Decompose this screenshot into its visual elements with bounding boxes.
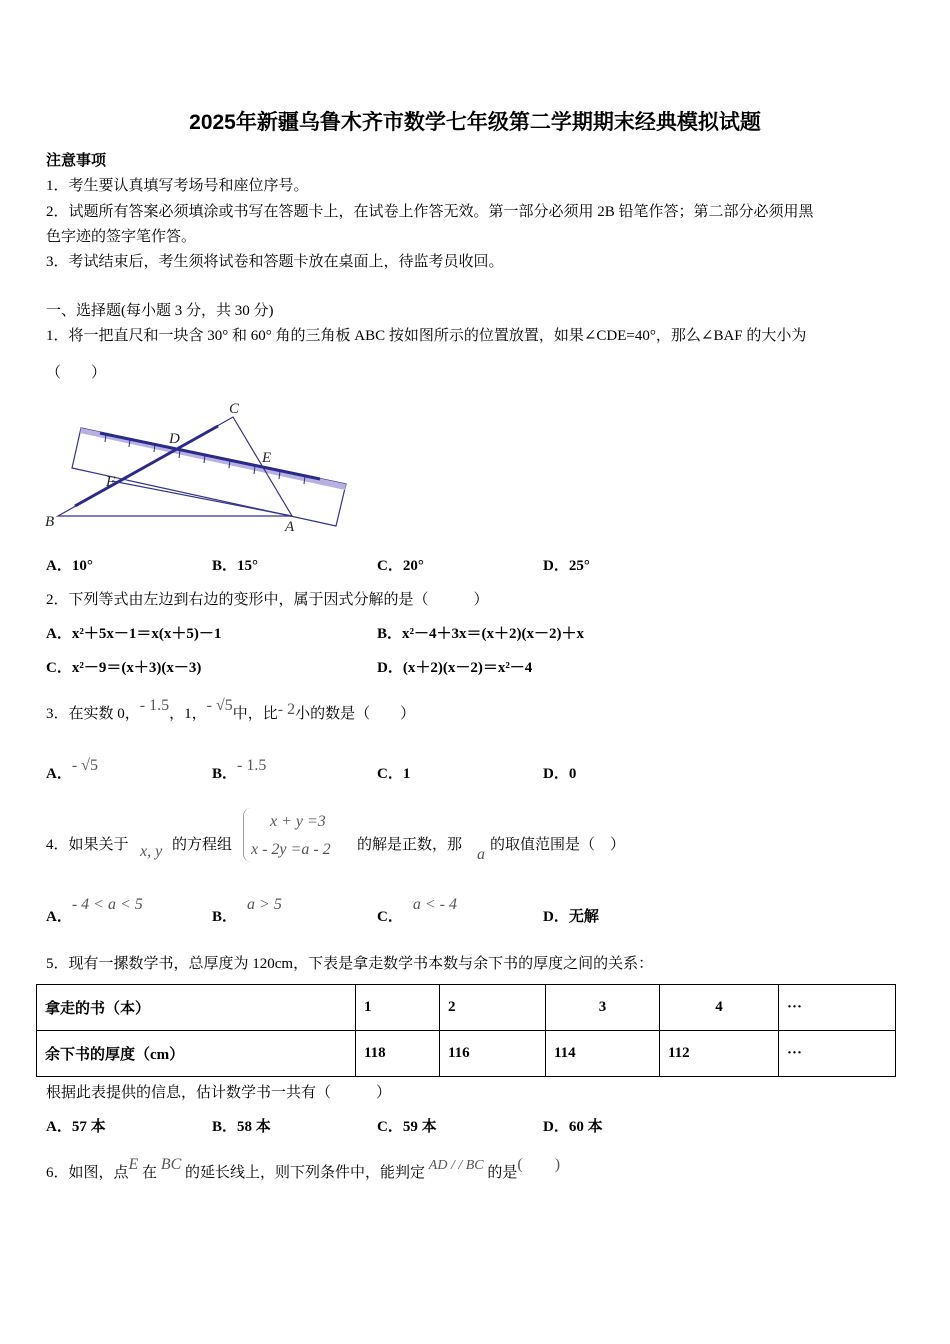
q6-math: AD / / BC [428, 1158, 484, 1173]
option-value: 无解 [568, 909, 599, 925]
q4-part: 的方程组 [172, 837, 233, 853]
option-label: B． [212, 766, 238, 782]
q3-math: - 2 [277, 701, 296, 718]
notice-item: 1．考生要认真填写考场号和座位序号。 [46, 178, 309, 194]
q2-option-b[interactable]: B．x²－4＋3x＝(x＋2)(x－2)＋x [377, 626, 584, 642]
q6-math: BC [160, 1156, 182, 1173]
option-label: B． [212, 909, 238, 925]
option-label: D． [543, 766, 569, 782]
q1-option-d[interactable]: D．25° [543, 558, 590, 574]
notice-item: 2．试题所有答案必须填涂或书写在答题卡上，在试卷上作答无效。第一部分必须用 2B 铅笔作答；第二部分必须用黑 [46, 204, 814, 220]
table-cell: 余下书的厚度（cm） [37, 1031, 356, 1077]
q2-option-a[interactable]: A．x²＋5x－1＝x(x＋5)－1 [46, 626, 222, 642]
option-label: A． [46, 909, 72, 925]
option-label: C． [377, 766, 403, 782]
table-cell: 2 [440, 985, 546, 1031]
table-cell: 114 [546, 1031, 660, 1077]
page-title: 2025年新疆乌鲁木齐市数学七年级第二学期期末经典模拟试题 [189, 111, 761, 134]
q3-option-d[interactable] [543, 764, 576, 784]
q3-math: - √5 [206, 697, 233, 714]
table-cell: 4 [660, 985, 779, 1031]
q4-equation-1: x + y =3 [270, 813, 326, 830]
option-label: D． [543, 909, 569, 925]
table-cell: ··· [779, 985, 896, 1031]
q6-part: 的延长线上，则下列条件中，能判定 [185, 1165, 426, 1181]
q4-part: 的解是正数，那 [357, 837, 463, 853]
question-5-text: 5．现有一摞数学书，总厚度为 120cm，下表是拿走数学书本数与余下书的厚度之间的关系： [46, 956, 654, 972]
question-1-text: 1．将一把直尺和一块含 30° 和 60° 角的三角板 ABC 按如图所示的位置放置，如果∠CDE=40°，那么∠BAF 的大小为 [46, 328, 807, 344]
option-value: - 4 < a < 5 [71, 896, 143, 913]
q4-var-a: a [477, 846, 485, 863]
question-2-text: 2．下列等式由左边到右边的变形中，属于因式分解的是（ ） [46, 592, 489, 608]
q3-part: 小的数是（ ） [295, 706, 416, 722]
q4-part: 4．如果关于 [46, 837, 129, 853]
option-value: a > 5 [247, 896, 282, 913]
q3-option-c[interactable] [377, 764, 410, 784]
table-cell: 116 [440, 1031, 546, 1077]
q3-part: 中，比 [232, 706, 278, 722]
option-value: - √5 [71, 757, 98, 774]
option-label: A． [46, 766, 72, 782]
option-label: C． [377, 909, 403, 925]
q4-option-a[interactable] [46, 896, 143, 927]
notice-item: 3．考试结束后，考生须将试卷和答题卡放在桌面上，待监考员收回。 [46, 254, 504, 270]
label-f: F [106, 474, 116, 490]
table-cell: 1 [356, 985, 440, 1031]
label-d: D [169, 431, 180, 447]
q1-option-c[interactable]: C．20° [377, 558, 424, 574]
q6-part: 的是 [487, 1165, 518, 1181]
notice-heading: 注意事项 [46, 153, 107, 169]
q4-option-d[interactable] [543, 907, 599, 927]
notice-item: 色字迹的签字笔作答。 [46, 229, 197, 245]
q5-table [36, 984, 896, 1077]
table-cell: 拿走的书（本） [37, 985, 356, 1031]
q4-part: 的取值范围是（ ） [490, 837, 626, 853]
option-value: a < - 4 [412, 896, 457, 913]
label-b: B [45, 514, 55, 530]
q4-equation-2: x - 2y =a - 2 [251, 841, 331, 858]
question-1-figure [0, 0, 950, 560]
q3-option-b[interactable] [212, 757, 267, 784]
q5-after-text: 根据此表提供的信息，估计数学书一共有（ ） [46, 1085, 392, 1101]
q5-option-d[interactable]: D．60 本 [543, 1119, 603, 1135]
question-1-paren: （ ） [46, 365, 107, 381]
q3-part: ，1， [169, 706, 207, 722]
table-cell: 112 [660, 1031, 779, 1077]
q2-option-c[interactable]: C．x²－9＝(x＋3)(x－3) [46, 660, 202, 676]
q3-part: 3．在实数 0， [46, 706, 140, 722]
q1-option-a[interactable]: A．10° [46, 558, 93, 574]
option-value: 0 [568, 766, 577, 782]
q4-vars: x, y [140, 843, 163, 860]
q6-part: 在 [142, 1165, 158, 1181]
table-row [37, 985, 896, 1031]
q3-math: - 1.5 [139, 697, 170, 714]
q1-option-b[interactable]: B．15° [212, 558, 259, 574]
label-a: A [285, 519, 295, 535]
q6-paren: ( ) [517, 1156, 561, 1173]
section-heading: 一、选择题(每小题 3 分，共 30 分) [46, 303, 274, 319]
table-row [37, 1031, 896, 1077]
q5-option-a[interactable]: A．57 本 [46, 1119, 106, 1135]
q5-option-c[interactable]: C．59 本 [377, 1119, 437, 1135]
q6-part: 6．如图，点 [46, 1165, 129, 1181]
q6-math: E [128, 1156, 139, 1173]
q3-option-a[interactable] [46, 757, 98, 784]
label-c: C [229, 401, 240, 417]
ruler-edge-fa [112, 481, 292, 516]
q4-option-c[interactable] [377, 896, 457, 927]
option-value: - 1.5 [237, 757, 267, 774]
table-cell: 3 [546, 985, 660, 1031]
option-value: 1 [402, 766, 411, 782]
q5-option-b[interactable]: B．58 本 [212, 1119, 271, 1135]
q4-option-b[interactable] [212, 896, 282, 927]
question-6-text [46, 1156, 561, 1184]
table-cell: 118 [356, 1031, 440, 1077]
q2-option-d[interactable]: D．(x＋2)(x－2)＝x²－4 [377, 660, 533, 676]
triangle-scale [75, 426, 218, 506]
question-3-text [46, 697, 416, 724]
label-e: E [262, 450, 272, 466]
table-cell: ··· [779, 1031, 896, 1077]
